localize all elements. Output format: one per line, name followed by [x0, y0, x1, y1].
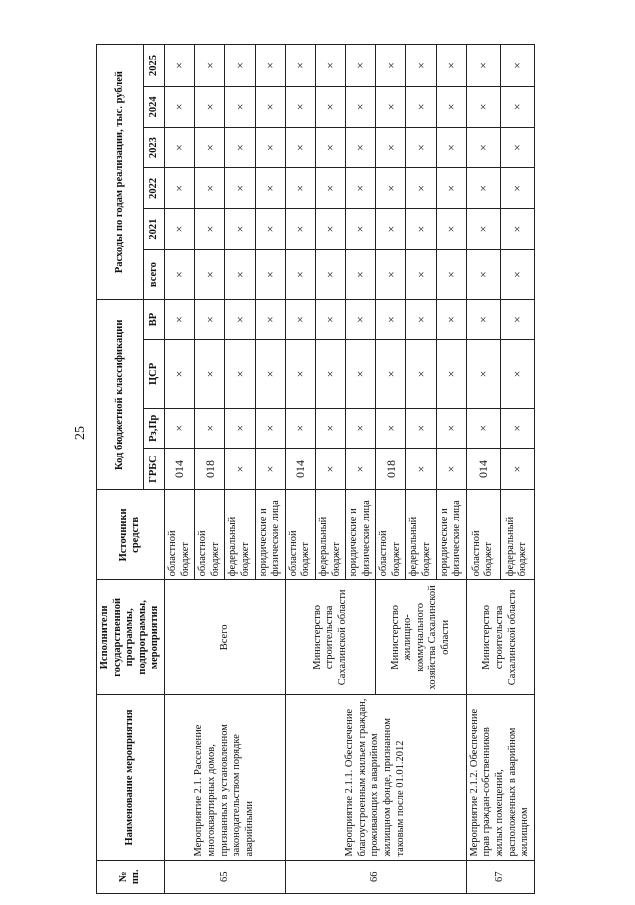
y2024-cell: ×: [346, 86, 376, 127]
total-cell: ×: [466, 250, 500, 300]
grbs-cell: 014: [164, 448, 194, 490]
y2021-cell: ×: [436, 209, 466, 250]
grbs-cell: 014: [285, 448, 315, 490]
csr-cell: ×: [406, 339, 436, 408]
csr-cell: ×: [376, 339, 406, 408]
y2023-cell: ×: [315, 127, 345, 168]
rzpr-cell: ×: [466, 408, 500, 448]
y2024-cell: ×: [500, 86, 534, 127]
executor-cell: Всего: [164, 580, 285, 695]
page-number: 25: [73, 426, 88, 440]
source-cell: юридические и физические лица: [346, 490, 376, 580]
rzpr-cell: ×: [500, 408, 534, 448]
vr-cell: ×: [164, 300, 194, 340]
table-row: [164, 45, 194, 894]
measure-name: Мероприятие 2.1. Расселение многоквартирных домов, признанных в установленном законодательством порядке аварийными: [164, 695, 285, 860]
rzpr-cell: ×: [255, 408, 285, 448]
table-row: [466, 45, 500, 894]
vr-cell: ×: [376, 300, 406, 340]
budget-table: [96, 44, 535, 894]
header-csr: ЦСР: [143, 339, 164, 408]
csr-cell: ×: [500, 339, 534, 408]
vr-cell: ×: [346, 300, 376, 340]
y2023-cell: ×: [406, 127, 436, 168]
source-cell: областной бюджет: [164, 490, 194, 580]
y2022-cell: ×: [500, 168, 534, 209]
y2021-cell: ×: [255, 209, 285, 250]
row-number: 67: [466, 860, 534, 893]
source-cell: федеральный бюджет: [315, 490, 345, 580]
source-cell: федеральный бюджет: [406, 490, 436, 580]
grbs-cell: 018: [376, 448, 406, 490]
y2024-cell: ×: [376, 86, 406, 127]
source-cell: юридические и физические лица: [255, 490, 285, 580]
y2025-cell: ×: [500, 45, 534, 87]
y2022-cell: ×: [225, 168, 255, 209]
total-cell: ×: [500, 250, 534, 300]
total-cell: ×: [346, 250, 376, 300]
grbs-cell: ×: [255, 448, 285, 490]
y2023-cell: ×: [466, 127, 500, 168]
y2025-cell: ×: [315, 45, 345, 87]
total-cell: ×: [406, 250, 436, 300]
y2023-cell: ×: [346, 127, 376, 168]
y2024-cell: ×: [406, 86, 436, 127]
table-row: [285, 45, 315, 894]
rzpr-cell: ×: [406, 408, 436, 448]
y2023-cell: ×: [255, 127, 285, 168]
total-cell: ×: [164, 250, 194, 300]
csr-cell: ×: [285, 339, 315, 408]
y2023-cell: ×: [376, 127, 406, 168]
y2025-cell: ×: [406, 45, 436, 87]
vr-cell: ×: [315, 300, 345, 340]
total-cell: ×: [225, 250, 255, 300]
y2022-cell: ×: [164, 168, 194, 209]
y2025-cell: ×: [164, 45, 194, 87]
rzpr-cell: ×: [376, 408, 406, 448]
y2021-cell: ×: [315, 209, 345, 250]
vr-cell: ×: [225, 300, 255, 340]
csr-cell: ×: [255, 339, 285, 408]
grbs-cell: 018: [195, 448, 225, 490]
executor-cell: Министерство жилищно-коммунального хозяйства Сахалинской области: [376, 580, 467, 695]
source-cell: областной бюджет: [195, 490, 225, 580]
executor-cell: Министерство строительства Сахалинской области: [466, 580, 534, 695]
y2025-cell: ×: [195, 45, 225, 87]
vr-cell: ×: [406, 300, 436, 340]
vr-cell: ×: [436, 300, 466, 340]
header-2021: 2021: [143, 209, 164, 250]
total-cell: ×: [195, 250, 225, 300]
y2023-cell: ×: [225, 127, 255, 168]
grbs-cell: ×: [346, 448, 376, 490]
csr-cell: ×: [436, 339, 466, 408]
total-cell: ×: [315, 250, 345, 300]
csr-cell: ×: [164, 339, 194, 408]
vr-cell: ×: [285, 300, 315, 340]
csr-cell: ×: [195, 339, 225, 408]
vr-cell: ×: [500, 300, 534, 340]
y2023-cell: ×: [500, 127, 534, 168]
y2025-cell: ×: [376, 45, 406, 87]
header-executor: Исполнители государственной программы, подпрограммы, мероприятия: [97, 580, 165, 695]
y2025-cell: ×: [225, 45, 255, 87]
total-cell: ×: [285, 250, 315, 300]
y2022-cell: ×: [285, 168, 315, 209]
source-cell: областной бюджет: [285, 490, 315, 580]
y2025-cell: ×: [436, 45, 466, 87]
grbs-cell: ×: [225, 448, 255, 490]
y2024-cell: ×: [436, 86, 466, 127]
source-cell: юридические и физические лица: [436, 490, 466, 580]
measure-name: Мероприятие 2.1.1. Обеспечение благоустроенным жильем граждан, проживающих в аварийном жилищном фонде, признанном таковым после 01.01.2012: [285, 695, 466, 860]
y2025-cell: ×: [466, 45, 500, 87]
y2021-cell: ×: [406, 209, 436, 250]
source-cell: федеральный бюджет: [225, 490, 255, 580]
y2024-cell: ×: [315, 86, 345, 127]
rzpr-cell: ×: [225, 408, 255, 448]
grbs-cell: ×: [436, 448, 466, 490]
y2023-cell: ×: [195, 127, 225, 168]
source-cell: областной бюджет: [466, 490, 500, 580]
y2025-cell: ×: [346, 45, 376, 87]
y2024-cell: ×: [285, 86, 315, 127]
y2022-cell: ×: [436, 168, 466, 209]
y2021-cell: ×: [164, 209, 194, 250]
header-name: Наименование мероприятия: [97, 695, 165, 860]
rzpr-cell: ×: [285, 408, 315, 448]
y2022-cell: ×: [466, 168, 500, 209]
y2024-cell: ×: [255, 86, 285, 127]
rzpr-cell: ×: [164, 408, 194, 448]
header-grbs: ГРБС: [143, 448, 164, 490]
y2021-cell: ×: [466, 209, 500, 250]
csr-cell: ×: [315, 339, 345, 408]
y2022-cell: ×: [195, 168, 225, 209]
y2021-cell: ×: [285, 209, 315, 250]
y2023-cell: ×: [164, 127, 194, 168]
y2024-cell: ×: [164, 86, 194, 127]
y2025-cell: ×: [285, 45, 315, 87]
header-total: всего: [143, 250, 164, 300]
grbs-cell: 014: [466, 448, 500, 490]
y2021-cell: ×: [195, 209, 225, 250]
header-expenses-group: Расходы по годам реализации, тыс. рублей: [97, 45, 144, 300]
y2024-cell: ×: [466, 86, 500, 127]
csr-cell: ×: [346, 339, 376, 408]
csr-cell: ×: [225, 339, 255, 408]
executor-cell: Министерство строительства Сахалинской области: [285, 580, 376, 695]
y2021-cell: ×: [346, 209, 376, 250]
vr-cell: ×: [195, 300, 225, 340]
vr-cell: ×: [466, 300, 500, 340]
y2021-cell: ×: [225, 209, 255, 250]
rzpr-cell: ×: [346, 408, 376, 448]
vr-cell: ×: [255, 300, 285, 340]
total-cell: ×: [436, 250, 466, 300]
source-cell: областной бюджет: [376, 490, 406, 580]
y2024-cell: ×: [195, 86, 225, 127]
y2023-cell: ×: [285, 127, 315, 168]
row-number: 65: [164, 860, 285, 893]
rotated-table-wrapper: [96, 44, 606, 894]
y2025-cell: ×: [255, 45, 285, 87]
grbs-cell: ×: [406, 448, 436, 490]
measure-name: Мероприятие 2.1.2. Обеспечение прав граждан-собственников жилых помещений, расположенных в аварийном жилищном: [466, 695, 534, 860]
rzpr-cell: ×: [315, 408, 345, 448]
header-2023: 2023: [143, 127, 164, 168]
header-2022: 2022: [143, 168, 164, 209]
total-cell: ×: [376, 250, 406, 300]
csr-cell: ×: [466, 339, 500, 408]
y2022-cell: ×: [376, 168, 406, 209]
grbs-cell: ×: [315, 448, 345, 490]
header-2024: 2024: [143, 86, 164, 127]
y2021-cell: ×: [376, 209, 406, 250]
y2022-cell: ×: [346, 168, 376, 209]
header-2025: 2025: [143, 45, 164, 87]
y2022-cell: ×: [406, 168, 436, 209]
grbs-cell: ×: [500, 448, 534, 490]
table-body: [164, 45, 534, 894]
y2023-cell: ×: [436, 127, 466, 168]
y2021-cell: ×: [500, 209, 534, 250]
source-cell: федеральный бюджет: [500, 490, 534, 580]
header-bk-group: Код бюджетной классификации: [97, 300, 144, 490]
y2024-cell: ×: [225, 86, 255, 127]
header-num: № пп.: [97, 860, 165, 893]
header-rzpr: Рз,Пр: [143, 408, 164, 448]
total-cell: ×: [255, 250, 285, 300]
y2022-cell: ×: [315, 168, 345, 209]
y2022-cell: ×: [255, 168, 285, 209]
rzpr-cell: ×: [436, 408, 466, 448]
rzpr-cell: ×: [195, 408, 225, 448]
header-sources: Источники средств: [97, 490, 165, 580]
row-number: 66: [285, 860, 466, 893]
header-vr: ВР: [143, 300, 164, 340]
